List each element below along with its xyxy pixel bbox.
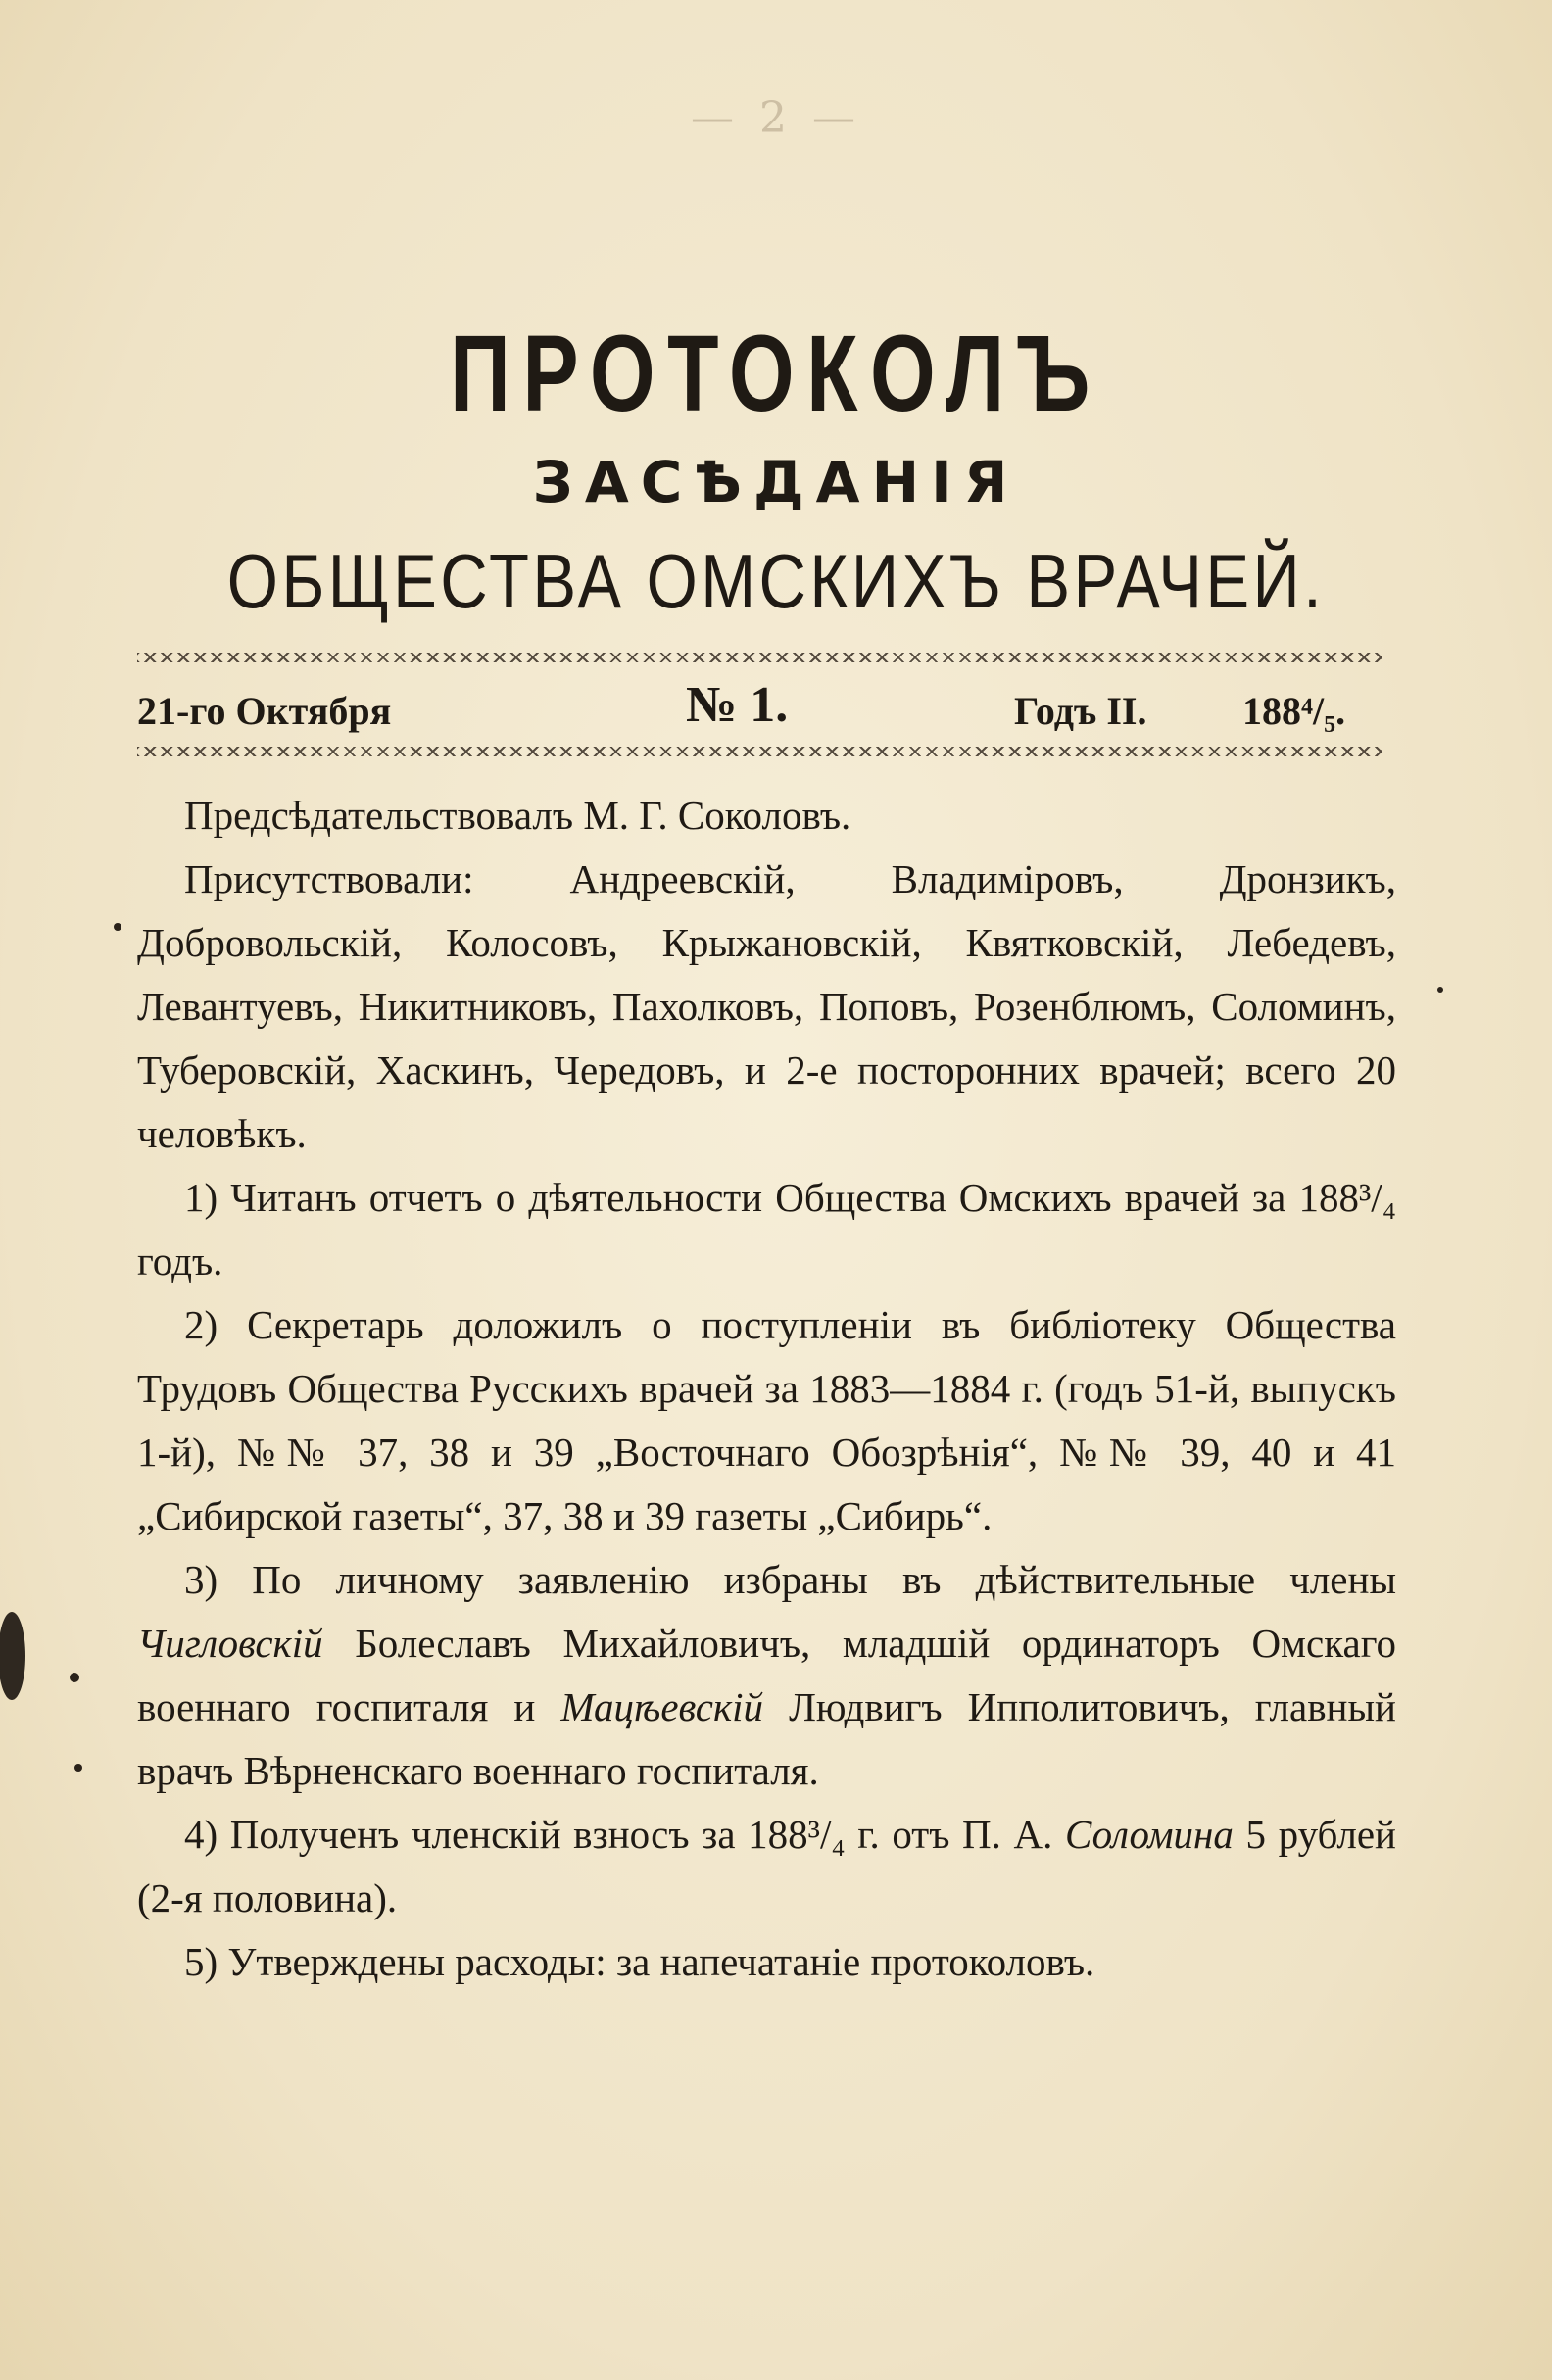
member-name-1: Чигловскій bbox=[137, 1621, 323, 1666]
item-3-paragraph bbox=[137, 1548, 1396, 1803]
meeting-date: 21-го Октября bbox=[137, 689, 392, 733]
page-number: — 2 — bbox=[691, 93, 861, 143]
ornamental-rule-bottom bbox=[137, 747, 1382, 756]
payer-name: Соломина bbox=[1064, 1812, 1234, 1857]
item-2-paragraph: 2) Секретарь доложилъ о поступленіи въ библіотеку Общества Трудовъ Общества Русскихъ врачей за 1883—1884 г. (годъ 51-й, выпускъ 1-й), №№ 37, 38 и 39 „Восточнаго Обозрѣнія“, №№ 39, 40 и 41 „Сибирской газеты“, 37, 38 и 39 газеты „Сибирь“. bbox=[137, 1302, 1396, 1538]
years-range: 188⁴/₅. bbox=[1242, 689, 1346, 733]
attendees-paragraph: Присутствовали: Андреевскій, Владиміровъ, Дронзикъ, Добровольскій, Колосовъ, Крыжановскій, Квятковскій, Лебедевъ, Левантуевъ, Никитниковъ, Пахолковъ, Поповъ, Розенблюмъ, Соломинъ, Туберовскій, Хаскинъ, Чередовъ, и 2-е посторонних врачей; всего 20 человѣкъ. bbox=[137, 856, 1396, 1156]
document-subtitle: ЗАСѢДАНІЯ bbox=[532, 449, 1020, 515]
document-title: ПРОТОКОЛЪ bbox=[450, 314, 1102, 434]
item-3-text-a: 3) По личному заявленію избраны въ дѣйствительные члены bbox=[184, 1557, 1396, 1602]
member-name-2: Мацѣевскій bbox=[560, 1684, 764, 1729]
item-3-text-b: Болеславъ Михайловичъ, младшій ординаторъ Омскаго военнаго госпиталя и bbox=[137, 1621, 1396, 1729]
chairman-line: Предсѣдательствовалъ М. Г. Соколовъ. bbox=[184, 793, 851, 838]
year-label: Годъ II. bbox=[1014, 689, 1147, 733]
item-5-paragraph: 5) Утверждены расходы: за напечатаніе протоколовъ. bbox=[184, 1939, 1095, 1984]
item-4-paragraph bbox=[137, 1803, 1396, 1930]
item-4-text-a: 4) Полученъ членскій взносъ за 188³/₄ г. отъ П. А. bbox=[184, 1812, 1065, 1857]
issue-number: № 1. bbox=[686, 677, 789, 733]
item-3-text-c: Людвигъ Ипполитовичъ, главный врачъ Вѣрненскаго военнаго госпиталя. bbox=[137, 1684, 1396, 1793]
dateline bbox=[137, 676, 1382, 745]
organization-name: ОБЩЕСТВА ОМСКИХЪ ВРАЧЕЙ. bbox=[226, 538, 1326, 624]
protocol-body bbox=[137, 784, 1396, 1994]
item-4-text-b: 5 рублей (2-я половина). bbox=[137, 1812, 1396, 1920]
ornamental-rule-top bbox=[137, 653, 1382, 662]
item-1-paragraph: 1) Читанъ отчетъ о дѣятельности Общества Омскихъ врачей за 188³/₄ годъ. bbox=[137, 1175, 1396, 1284]
